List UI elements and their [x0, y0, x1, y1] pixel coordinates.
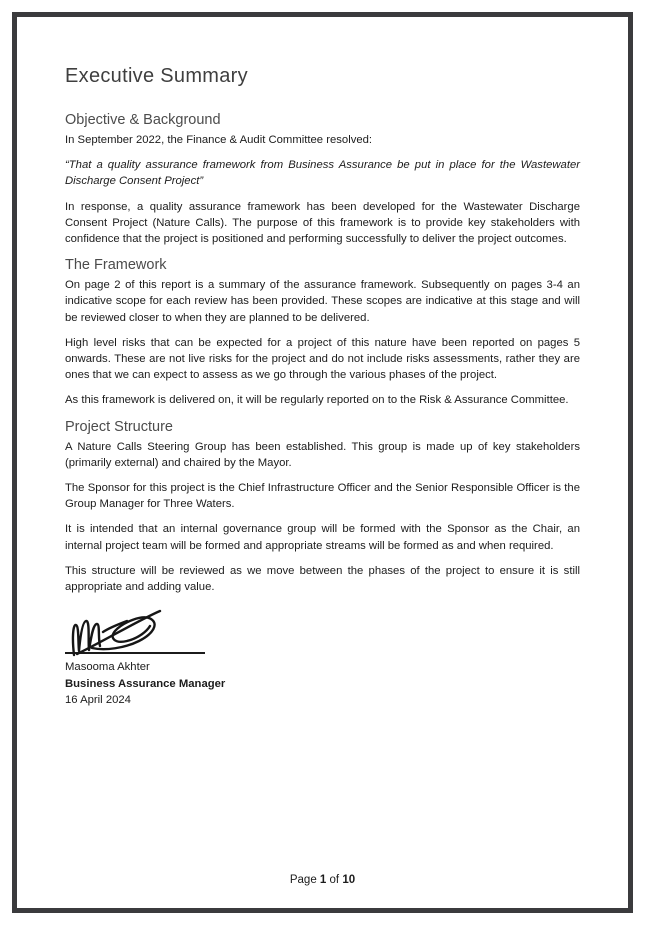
paragraph-high-level-risks: High level risks that can be expected for a project of this nature have been reported on pages 5 onwards. These are not live risks for the project and do not include risks assessments, rather they are ones that we can expect to assess as we go through the various phases of the project. [65, 336, 580, 382]
footer-current-page-number: 1 [319, 874, 327, 886]
section-heading-project-structure: Project Structure [65, 418, 173, 435]
footer-page-label: Page [289, 874, 317, 886]
document-title: Executive Summary [65, 65, 248, 87]
paragraph-steering-group: A Nature Calls Steering Group has been established. This group is made up of key stakeholders (primarily external) and chaired by the Mayor. [65, 440, 580, 469]
page-footer [0, 874, 645, 886]
document-body [65, 63, 580, 709]
paragraph-framework-summary: On page 2 of this report is a summary of the assurance framework. Subsequently on pages 3-4 an indicative scope for each review has been provided. These scopes are indicative at this stage and will be reviewed closer to when they are planned to be delivered. [65, 279, 580, 324]
footer-of-label: of [329, 874, 340, 886]
signature-image [67, 604, 167, 658]
signatory-role: Business Assurance Manager [65, 677, 226, 690]
paragraph-resolution-quote: “That a quality assurance framework from Business Assurance be put in place for the Wastewater Discharge Consent Project” [65, 159, 580, 188]
paragraph-governance-group: It is intended that an internal governance group will be formed with the Sponsor as the Chair, an internal project team will be formed and appropriate streams will be formed as and when required. [65, 523, 580, 552]
paragraph-committee-resolution-intro: In September 2022, the Finance & Audit Committee resolved: [65, 134, 373, 146]
signature-date: 16 April 2024 [65, 694, 131, 707]
paragraph-reporting-committee: As this framework is delivered on, it will be regularly reported on to the Risk & Assurance Committee. [65, 394, 569, 407]
section-heading-objective-background: Objective & Background [65, 112, 221, 128]
section-heading-the-framework: The Framework [65, 257, 167, 274]
paragraph-structure-review: This structure will be reviewed as we move between the phases of the project to ensure it is still appropriate and adding value. [65, 564, 580, 594]
paragraph-sponsor: The Sponsor for this project is the Chief Infrastructure Officer and the Senior Responsible Officer is the Group Manager for Three Waters. [65, 482, 580, 511]
footer-total-pages: 10 [342, 874, 356, 886]
signature-block [65, 604, 580, 709]
paragraph-framework-response: In response, a quality assurance framework has been developed for the Wastewater Discharge Consent Project (Nature Calls). The purpose of this framework is to provide key stakeholders with confidence that the project is positioned and performing successfully to deliver the project outcomes. [65, 200, 580, 246]
signatory-name: Masooma Akhter [65, 661, 150, 674]
signature-rule-line [65, 652, 205, 654]
